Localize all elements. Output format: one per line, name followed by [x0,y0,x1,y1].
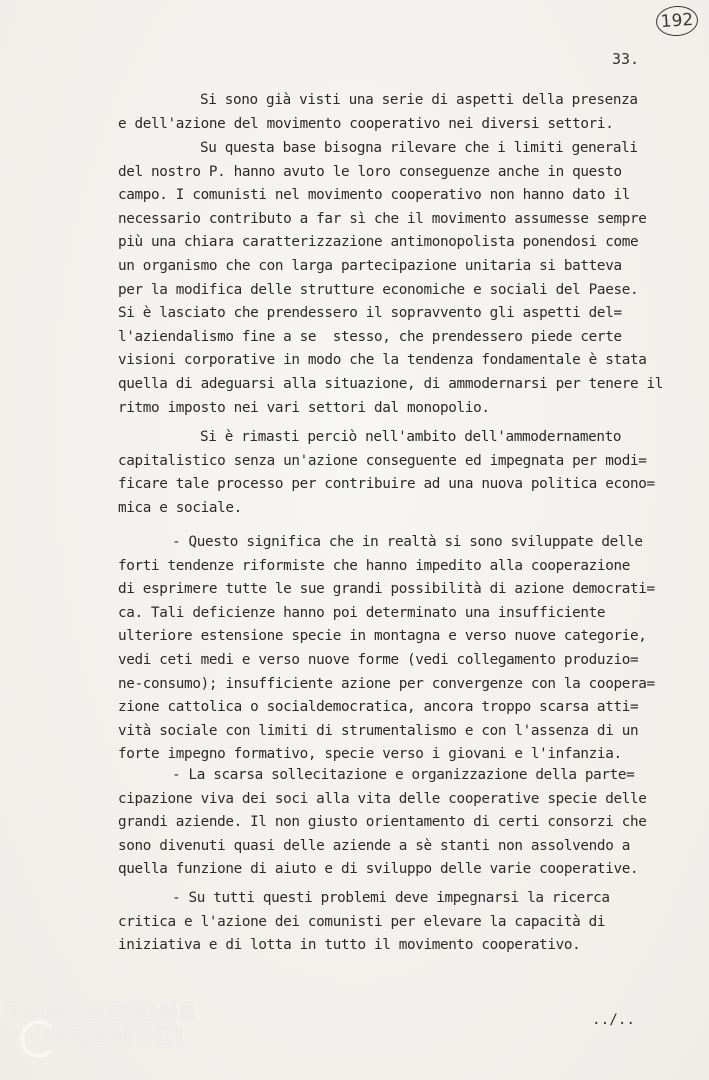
text-line: grandi aziende. Il non giusto orientamento di certi consorzi che [118,814,647,831]
paragraph-1 [118,89,678,136]
paragraph-4 [118,531,678,767]
text-line: forti tendenze riformiste che hanno impedito alla cooperazione [118,557,630,574]
text-line: - Questo significa che in realtà si sono sviluppate delle [172,534,643,550]
text-line: vità sociale con limiti di strumentalismo e con l'assenza di un [118,722,639,739]
fondazione-gramsci-watermark [6,1000,198,1072]
text-line: quella funzione di aiuto e di sviluppo delle varie cooperative. [118,861,639,878]
paragraph-6 [118,887,678,958]
text-line: necessario contributo a far sì che il movimento assumesse sempre [118,210,647,227]
text-line: quella di adeguarsi alla situazione, di ammodernarsi per tenere il [118,375,663,392]
archive-number-stamp [655,5,699,38]
text-line: e dell'azione del movimento cooperativo nei diversi settori. [118,115,614,132]
text-line: ficare tale processo per contribuire ad una nuova politica econo= [118,476,655,493]
text-line: Su questa base bisogna rilevare che i limiti generali [200,140,638,156]
paragraph-2 [118,137,678,420]
text-line: - La scarsa sollecitazione e organizzazione della parte= [172,767,635,783]
text-line: - Su tutti questi problemi deve impegnarsi la ricerca [172,890,610,906]
text-line: Si è rimasti perciò nell'ambito dell'ammodernamento [200,429,622,445]
archive-number: 192 [660,9,694,33]
text-line: ne-consumo); insufficiente azione per convergenze con la coopera= [118,675,655,692]
text-line: un organismo che con larga partecipazione unitaria si batteva [118,257,622,274]
paragraph-3 [118,426,678,520]
text-line: ritmo imposto nei vari settori dal monopolio. [118,399,490,416]
text-line: di esprimere tutte le sue grandi possibilità di azione democrati= [118,581,655,598]
text-line: Si sono già visti una serie di aspetti della presenza [200,92,638,108]
page-number: 33. [612,50,640,68]
text-line: mica e sociale. [118,499,242,516]
text-line: forte impegno formativo, specie verso i giovani e l'infanzia. [118,746,622,763]
text-line: più una chiara caratterizzazione antimonopolista ponendosi come [118,234,639,251]
text-line: visioni corporative in modo che la tendenza fondamentale è stata [118,352,647,369]
text-line: cipazione viva dei soci alla vita delle cooperative specie delle [118,790,647,807]
text-line: Si è lasciato che prendessero il sopravvento gli aspetti del= [118,305,622,322]
text-line: ulteriore estensione specie in montagna e verso nuove categorie, [118,628,647,645]
text-line: vedi ceti medi e verso nuove forme (vedi collegamento produzio= [118,651,639,668]
watermark-line-2: GRAMSCI [46,1024,187,1050]
text-line: ca. Tali deficienze hanno poi determinato una insufficiente [118,604,606,621]
text-line: campo. I comunisti nel movimento cooperativo non hanno dato il [118,187,630,204]
text-line: zione cattolica o socialdemocratica, ancora troppo scarsa atti= [118,699,639,716]
text-line: l'aziendalismo fine a se stesso, che prendessero piede certe [118,328,622,345]
text-line: sono divenuti quasi delle aziende a sè stanti non assolvendo a [118,837,630,854]
text-line: del nostro P. hanno avuto le loro conseguenze anche in questo [118,163,622,180]
text-line: iniziativa e di lotta in tutto il movimento cooperativo. [118,937,581,954]
paragraph-5 [118,764,678,882]
continuation-mark: ../.. [592,1012,636,1028]
watermark-line-1: FONDAZIONE [6,1000,198,1026]
text-line: per la modifica delle strutture economiche e sociali del Paese. [118,281,639,298]
text-line: capitalistico senza un'azione conseguente ed impegnata per modi= [118,452,647,469]
text-line: critica e l'azione dei comunisti per elevare la capacità di [118,913,606,930]
